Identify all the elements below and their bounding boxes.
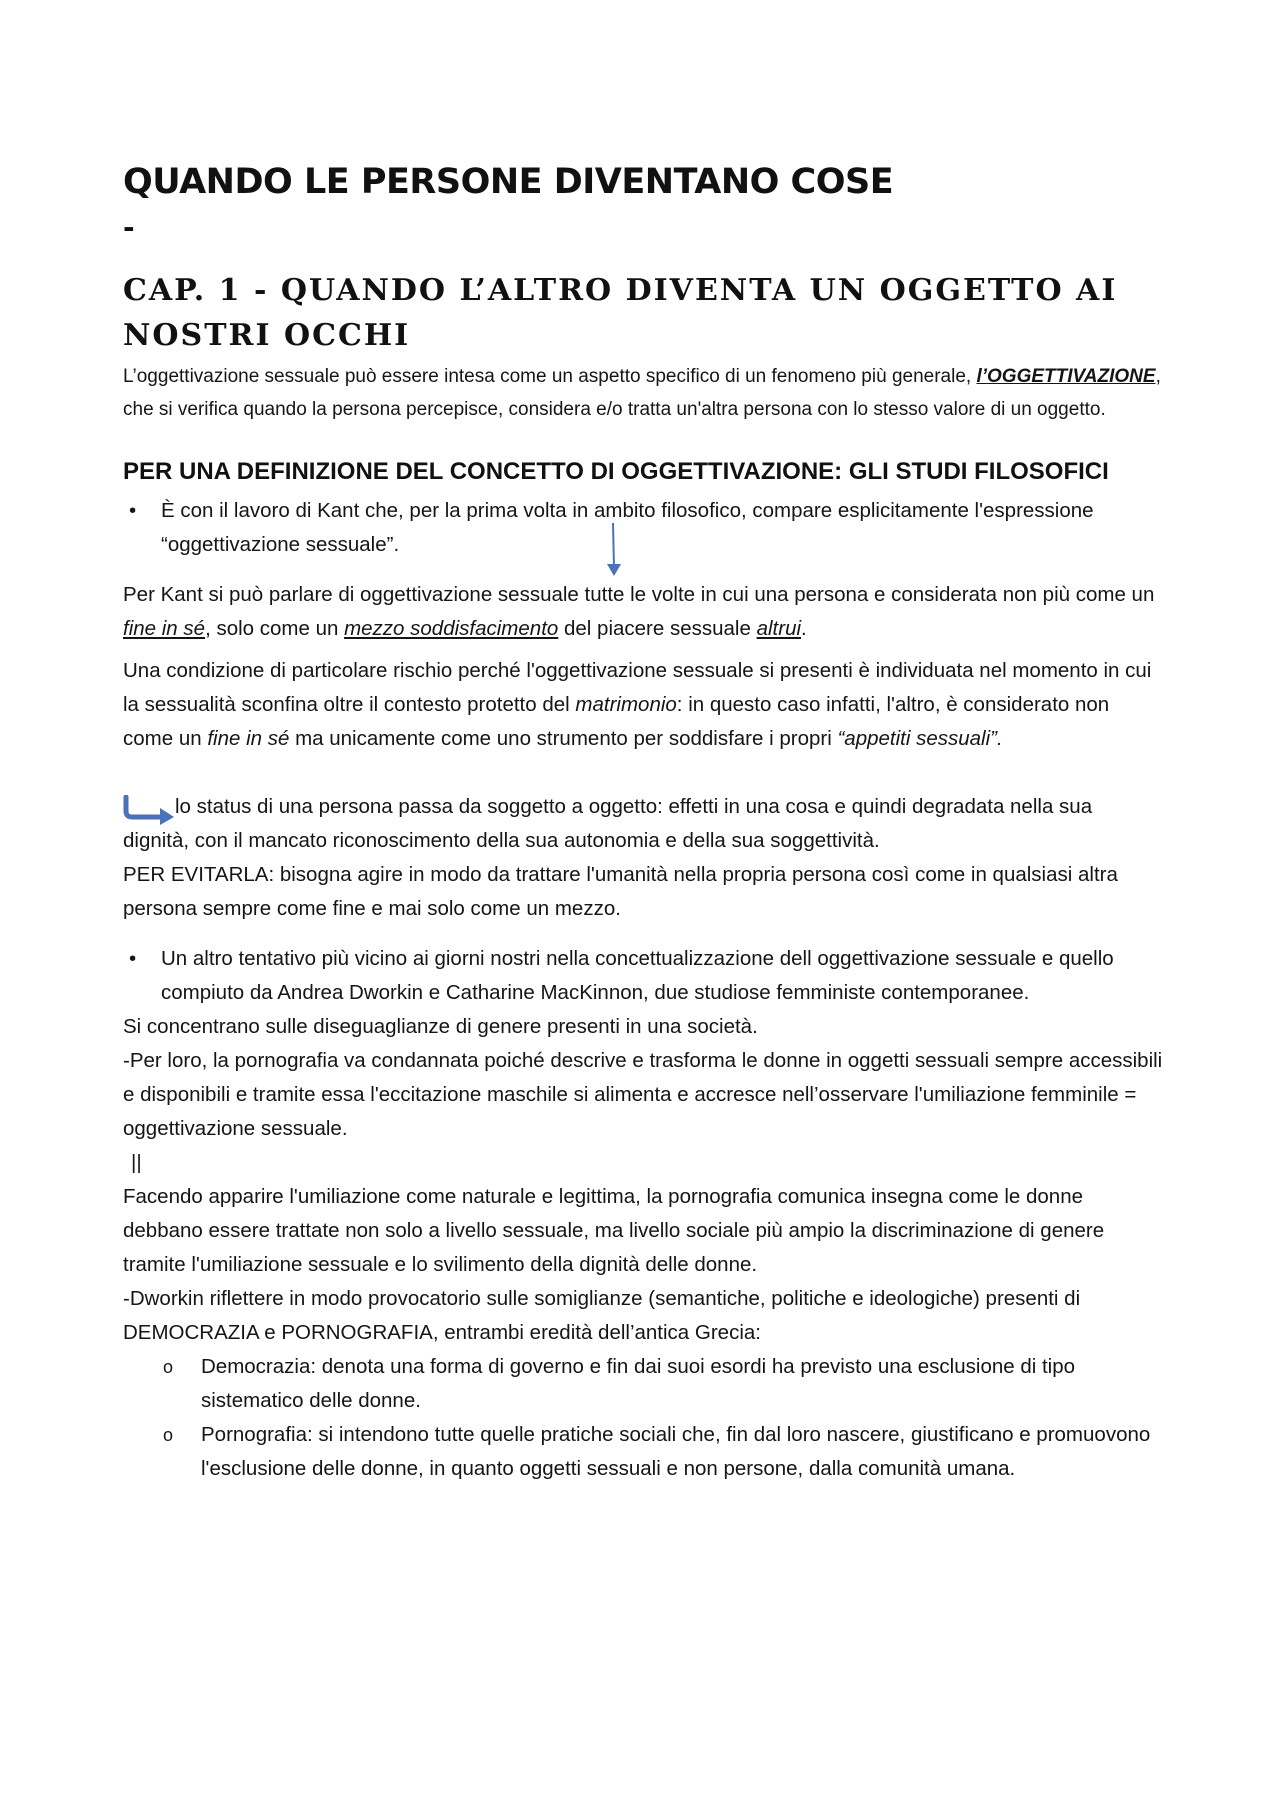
risk-text-3: ma unicamente come uno strumento per soddisfare i propri: [289, 727, 838, 750]
intro-paragraph: [123, 360, 1163, 426]
bullet-symbol: •: [129, 499, 137, 522]
dworkin-bullet-item: [123, 942, 1163, 1010]
risk-em-fine: fine in sé: [207, 727, 290, 750]
title-dash: -: [123, 211, 135, 244]
dworkin-line: -Dworkin riflettere in modo provocatorio sulle somiglianze (semantiche, politiche e ideologiche) presenti di DEMOCRAZIA e PORNOGRAFIA, entrambi eredità dell’antica Grecia:: [123, 1287, 1081, 1344]
risk-text-2: : in questo caso infatti, l'altro, è considerato non come un: [123, 693, 1110, 750]
intro-text-1: L’oggettivazione sessuale può essere intesa come un aspetto specifico di un fenomeno più generale,: [123, 366, 977, 387]
down-arrow-icon: [603, 520, 627, 580]
parallel-mark: ||: [131, 1151, 142, 1174]
humiliation-paragraph: Facendo apparire l'umiliazione come naturale e legittima, la pornografia comunica insegna come le donne debbano essere trattate non solo a livello sessuale, ma livello sociale più ampio la discriminazione di genere tramite l'umiliazione sessuale e lo svilimento della dignità delle donne.: [123, 1185, 1105, 1276]
chapter-heading: CAP. 1 - QUANDO L’ALTRO DIVENTA UN OGGETTO AI NOSTRI OCCHI: [123, 273, 1118, 353]
kant-text-2: , solo come un: [205, 617, 345, 640]
circle-symbol: o: [163, 1357, 174, 1377]
intro-text-2: , che si verifica quando la persona percepisce, considera e/o tratta un'altra persona con lo stesso valore di un oggetto.: [123, 366, 1161, 420]
focus-line: Si concentrano sulle diseguaglianze di genere presenti in una società.: [123, 1015, 758, 1038]
kant-bullet-item: [123, 494, 1163, 562]
sub-item-democrazia: [123, 1350, 1163, 1418]
kant-em-mezzo: mezzo soddisfacimento: [344, 617, 559, 640]
dworkin-bullet-text: Un altro tentativo più vicino ai giorni nostri nella concettualizzazione dell oggettivazione sessuale e quello compiuto da Andrea Dworkin e Catharine MacKinnon, due studiose femministe contemporanee.: [161, 947, 1114, 1004]
circle-symbol: o: [163, 1425, 174, 1445]
sub-list: [123, 1350, 1163, 1486]
kant-em-altrui: altrui: [756, 617, 802, 640]
sub-item-pornografia: [123, 1418, 1163, 1486]
risk-paragraph: [123, 654, 1163, 756]
status-block: [123, 790, 1163, 926]
porn-line: -Per loro, la pornografia va condannata poiché descrive e trasforma le donne in oggetti sessuali sempre accessibili e disponibili e tramite essa l'eccitazione maschile si alimenta e accresce nell’osservare l'umiliazione femminile = oggettivazione sessuale.: [123, 1049, 1163, 1140]
sub-item-text: Pornografia: si intendono tutte quelle pratiche sociali che, fin dal loro nascere, giustificano e promuovono l'esclusione delle donne, in quanto oggetti sessuali e non persone, dalla comunità umana.: [201, 1423, 1151, 1480]
sub-item-text: Democrazia: denota una forma di governo e fin dai suoi esordi ha previsto una esclusione di tipo sistematico delle donne.: [201, 1355, 1076, 1412]
bullet-symbol: •: [129, 947, 137, 970]
kant-bullet-block: [123, 494, 1163, 562]
section-heading: PER UNA DEFINIZIONE DEL CONCETTO DI OGGETTIVAZIONE: GLI STUDI FILOSOFICI: [123, 458, 1109, 485]
kant-text-4: .: [801, 617, 807, 640]
kant-paragraph: [123, 578, 1163, 646]
document-title: QUANDO LE PERSONE DIVENTANO COSE: [123, 162, 894, 202]
risk-text-1: Una condizione di particolare rischio perché l'oggettivazione sessuale si presenti è individuata nel momento in cui la sessualità sconfina oltre il contesto protetto del: [123, 659, 1152, 716]
status-line: lo status di una persona passa da soggetto a oggetto: effetti in una cosa e quindi degradata nella sua dignità, con il mancato riconoscimento della sua autonomia e della sua soggettività.: [123, 795, 1093, 852]
kant-text-1: Per Kant si può parlare di oggettivazione sessuale tutte le volte in cui una persona e considerata non più come un: [123, 583, 1155, 606]
risk-em-appetiti: “appetiti sessuali”.: [837, 727, 1003, 750]
kant-em-fine: fine in sé: [123, 617, 206, 640]
avoid-line: PER EVITARLA: bisogna agire in modo da trattare l'umanità nella propria persona così come in qualsiasi altra persona sempre come fine e mai solo come un mezzo.: [123, 863, 1118, 920]
dworkin-bullet-block: [123, 942, 1163, 1486]
intro-emphasis: l’OGGETTIVAZIONE: [976, 366, 1156, 387]
risk-em-matrimonio: matrimonio: [575, 693, 677, 716]
kant-bullet-text: È con il lavoro di Kant che, per la prima volta in ambito filosofico, compare esplicitamente l'espressione “oggettivazione sessuale”.: [161, 499, 1094, 556]
kant-text-3: del piacere sessuale: [558, 617, 757, 640]
